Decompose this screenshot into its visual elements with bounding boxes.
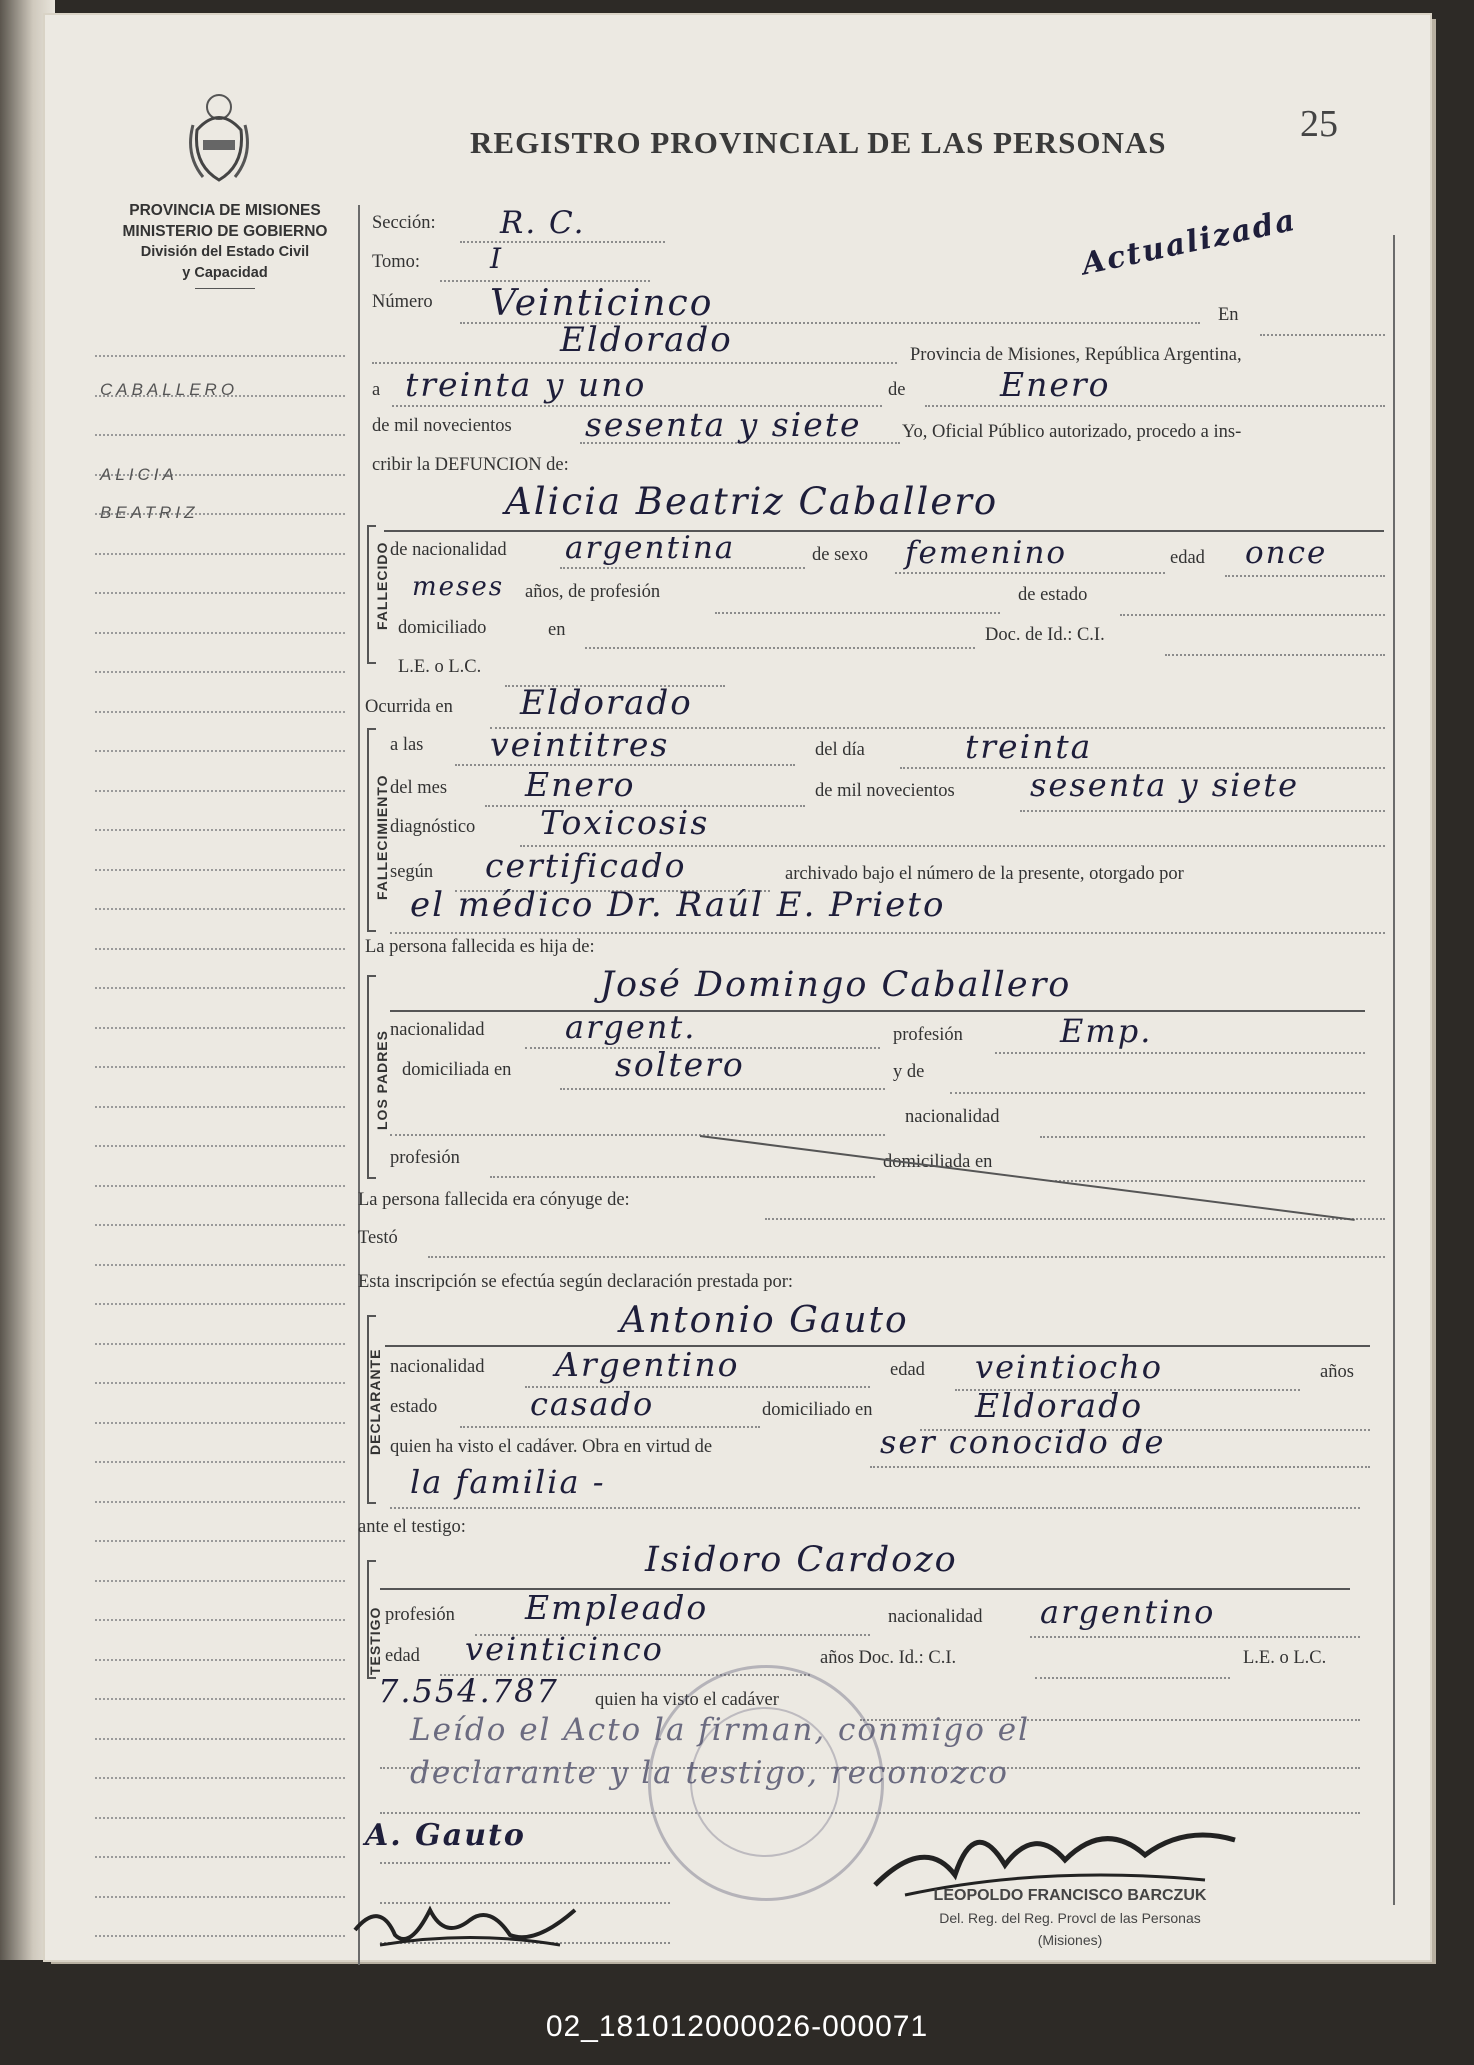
testigo-doc-label: años Doc. Id.: C.I. xyxy=(820,1648,957,1668)
margin-line xyxy=(95,829,345,831)
margin-line xyxy=(95,1738,345,1740)
fallecido-nacionalidad: argentina xyxy=(565,530,736,566)
declarante-anios-label: años xyxy=(1320,1362,1354,1382)
margin-line xyxy=(95,1224,345,1226)
doc-label: Doc. de Id.: C.I. xyxy=(985,625,1105,645)
image-caption: 02_181012000026-000071 xyxy=(545,2010,929,2043)
padre-profesion-line xyxy=(995,1030,1365,1054)
declarante-domiciliado-label: domiciliado en xyxy=(762,1400,873,1420)
conyuge-line xyxy=(765,1196,1385,1220)
testigo-profesion: Empleado xyxy=(525,1588,709,1627)
margin-name-1: ALICIA xyxy=(100,465,178,484)
testigo-visto-label: quien ha visto el cadáver xyxy=(595,1690,779,1710)
madre-profesion-line xyxy=(490,1154,875,1178)
madre-profesion-label: profesión xyxy=(390,1148,460,1168)
margin-name-2: BEATRIZ xyxy=(100,503,199,522)
margin-line xyxy=(95,355,345,357)
padre-estado: soltero xyxy=(615,1045,745,1084)
margin-line xyxy=(95,1501,345,1503)
testo-line xyxy=(428,1234,1385,1258)
fecha-anio-value: sesenta y siete xyxy=(585,405,862,444)
padre-nombre: José Domingo Caballero xyxy=(600,965,1072,1005)
mes-label: del mes xyxy=(390,778,448,798)
margin-rule xyxy=(358,205,360,1965)
anio-label: de mil novecientos xyxy=(372,416,512,436)
nota-line-2: declarante y la testigo, reconozco xyxy=(410,1755,1009,1791)
en-label: En xyxy=(1218,305,1239,325)
margin-line xyxy=(95,711,345,713)
national-crest-icon xyxy=(183,85,255,185)
margin-line xyxy=(95,1856,345,1858)
margin-line xyxy=(95,632,345,634)
testo-label: Testó xyxy=(358,1228,398,1248)
testigo-nacionalidad: argentino xyxy=(1040,1593,1216,1631)
yde-label: y de xyxy=(893,1062,925,1082)
declarante-nacionalidad-label: nacionalidad xyxy=(390,1357,485,1377)
mes-line xyxy=(925,383,1385,407)
oficial-label: Yo, Oficial Público autorizado, procedo a ins- xyxy=(902,422,1242,442)
declarante-firma: A. Gauto xyxy=(365,1818,526,1853)
segun-label: según xyxy=(390,862,434,882)
fecha-dia-value: treinta y uno xyxy=(405,365,647,404)
margin-line xyxy=(95,1106,345,1108)
margin-line xyxy=(95,1817,345,1819)
ministry-line-2: MINISTERIO DE GOBIERNO xyxy=(122,223,328,240)
hija-label: La persona fallecida es hija de: xyxy=(365,937,595,957)
margin-line xyxy=(95,750,345,752)
profesion-line xyxy=(715,590,1000,614)
ministry-line-1: PROVINCIA DE MISIONES xyxy=(129,202,321,219)
margin-line xyxy=(95,790,345,792)
margin-line xyxy=(95,1659,345,1661)
margin-line xyxy=(95,1619,345,1621)
declarante-virtud: ser conocido de xyxy=(880,1423,1166,1461)
testigo-section-label: TESTIGO xyxy=(367,1606,383,1675)
margin-line xyxy=(95,987,345,989)
anio2-label: de mil novecientos xyxy=(815,781,955,801)
declarante-edad-label: edad xyxy=(890,1360,925,1380)
margin-line xyxy=(95,1896,345,1898)
margin-line xyxy=(95,1698,345,1700)
le-label: L.E. o L.C. xyxy=(398,657,482,677)
official-name: LEOPOLDO FRANCISCO BARCZUK xyxy=(933,1887,1207,1904)
margin-line xyxy=(95,553,345,555)
padre-nacionalidad: argent. xyxy=(565,1008,697,1046)
margin-line xyxy=(95,1264,345,1266)
declarante-domicilio: Eldorado xyxy=(975,1386,1144,1425)
testigo-signature-icon xyxy=(350,1890,580,1960)
padre-domiciliada-label: domiciliada en xyxy=(402,1060,512,1080)
medico-value: el médico Dr. Raúl E. Prieto xyxy=(410,885,946,925)
official-block xyxy=(905,1885,1235,1951)
fecha-mes-value: Enero xyxy=(1000,365,1111,404)
inscribir-label: cribir la DEFUNCION de: xyxy=(372,455,569,475)
margin-line xyxy=(95,1027,345,1029)
testigo-nombre: Isidoro Cardozo xyxy=(645,1540,958,1580)
margin-line xyxy=(95,1382,345,1384)
declarante-name-line xyxy=(385,1345,1370,1347)
archivado-label: archivado bajo el número de la presente, otorgado por xyxy=(785,864,1184,884)
margin-line xyxy=(95,1461,345,1463)
madre-nacionalidad-label: nacionalidad xyxy=(905,1107,1000,1127)
padres-section-label: LOS PADRES xyxy=(374,1030,390,1130)
ocurrida-value: Eldorado xyxy=(520,683,693,723)
fallecido-edad-unidad: meses xyxy=(412,572,505,602)
margin-line xyxy=(95,1066,345,1068)
margin-line xyxy=(95,1185,345,1187)
testigo-doc: 7.554.787 xyxy=(378,1672,559,1710)
official-place: (Misiones) xyxy=(1037,1932,1103,1948)
fallecimiento-section-label: FALLECIMIENTO xyxy=(374,774,390,900)
diagnostico-label: diagnóstico xyxy=(390,817,476,837)
seccion-value: R. C. xyxy=(500,205,586,241)
lugar-value: Eldorado xyxy=(560,320,733,360)
declarante-estado: casado xyxy=(530,1385,655,1423)
madre-domicilio-line xyxy=(1050,1158,1365,1182)
padre-name-line xyxy=(390,1010,1365,1012)
margin-line xyxy=(95,869,345,871)
diagnostico-value: Toxicosis xyxy=(540,803,710,842)
margin-line xyxy=(95,1540,345,1542)
domiciliado-label: domiciliado xyxy=(398,618,487,638)
madre-line xyxy=(950,1070,1365,1094)
inscripcion-label: Esta inscripción se efectúa según declaración prestada por: xyxy=(358,1272,794,1292)
nacionalidad-label: de nacionalidad xyxy=(390,540,507,560)
declarante-nacionalidad: Argentino xyxy=(555,1345,740,1384)
margin-line xyxy=(95,671,345,673)
margin-line xyxy=(95,1303,345,1305)
fallecido-nombre: Alicia Beatriz Caballero xyxy=(505,480,999,523)
official-seal-inner xyxy=(690,1707,840,1857)
margin-line xyxy=(95,1343,345,1345)
declarante-nombre: Antonio Gauto xyxy=(620,1300,909,1341)
testigo-edad: veinticinco xyxy=(465,1630,664,1668)
ante-testigo-label: ante el testigo: xyxy=(358,1517,466,1537)
conyuge-label: La persona fallecida era cónyuge de: xyxy=(358,1190,630,1210)
margin-line xyxy=(95,434,345,436)
margin-surname: CABALLERO xyxy=(100,380,239,399)
padre-nacionalidad-label: nacionalidad xyxy=(390,1020,485,1040)
testigo-edad-label: edad xyxy=(385,1646,420,1666)
margin-line xyxy=(95,592,345,594)
seccion-label: Sección: xyxy=(372,213,436,233)
declarante-section-label: DECLARANTE xyxy=(367,1348,383,1455)
estado-label: de estado xyxy=(1018,585,1088,605)
margin-line xyxy=(95,908,345,910)
dia-value: treinta xyxy=(965,727,1093,766)
declarante-virtud2: la familia - xyxy=(410,1463,606,1501)
domicilio-line xyxy=(585,625,975,649)
folio-number: 25 xyxy=(1300,103,1338,145)
mes-value: Enero xyxy=(525,765,636,804)
ocurrida-label: Ocurrida en xyxy=(365,697,453,717)
fallecido-sexo: femenino xyxy=(905,535,1068,571)
anio2-value: sesenta y siete xyxy=(1030,766,1300,804)
provincia-label: Provincia de Misiones, República Argentina, xyxy=(910,345,1242,365)
madre-nacionalidad-line xyxy=(1040,1114,1365,1138)
declarante-edad: veintiocho xyxy=(975,1348,1164,1386)
madre-domiciliada-label: domiciliada en xyxy=(883,1152,993,1172)
numero-value: Veinticinco xyxy=(490,283,714,324)
padre-profesion-label: profesión xyxy=(893,1025,963,1045)
segun-value: certificado xyxy=(485,846,687,885)
margin-line xyxy=(95,1422,345,1424)
fallecido-section-label: FALLECIDO xyxy=(374,541,390,630)
edad-label: edad xyxy=(1170,548,1205,568)
margin-line xyxy=(95,1777,345,1779)
de-label: de xyxy=(888,380,906,400)
right-rule xyxy=(1393,235,1395,1905)
ministry-line-3: División del Estado Civil xyxy=(140,244,310,260)
declarante-visto-label: quien ha visto el cadáver. Obra en virtud de xyxy=(390,1437,713,1457)
doc-line xyxy=(1165,632,1385,656)
estado-line xyxy=(1120,592,1385,616)
hora-value: veintitres xyxy=(490,725,670,764)
fallecido-edad: once xyxy=(1245,535,1328,571)
padre-profesion: Emp. xyxy=(1060,1012,1153,1050)
sexo-label: de sexo xyxy=(812,545,868,565)
page-title: REGISTRO PROVINCIAL DE LAS PERSONAS xyxy=(470,125,1167,160)
margin-line xyxy=(95,948,345,950)
a-label: a xyxy=(372,380,381,400)
madre-name-line xyxy=(390,1112,885,1136)
declarante-estado-label: estado xyxy=(390,1397,438,1417)
hora-label: a las xyxy=(390,735,424,755)
ministry-divider xyxy=(195,288,255,289)
en-line xyxy=(1260,312,1385,336)
ministry-line-4: y Capacidad xyxy=(182,265,268,281)
testigo-profesion-label: profesión xyxy=(385,1605,455,1625)
testigo-doc-line xyxy=(1035,1655,1230,1679)
margin-line xyxy=(95,1145,345,1147)
domiciliado-en-label: en xyxy=(548,620,566,640)
tomo-line xyxy=(440,258,650,282)
nota-line-1: Leído el Acto la firman, conmigo el xyxy=(410,1712,1030,1748)
margin-line xyxy=(95,1580,345,1582)
numero-label: Número xyxy=(372,292,433,312)
tomo-label: Tomo: xyxy=(372,252,421,272)
fallecido-name-line xyxy=(384,530,1384,532)
testigo-le-label: L.E. o L.C. xyxy=(1243,1648,1327,1668)
anios-profesion-label: años, de profesión xyxy=(525,582,661,602)
ministry-header xyxy=(90,200,360,293)
tomo-value: I xyxy=(490,242,504,275)
margin-line xyxy=(95,1935,345,1937)
official-title: Del. Reg. del Reg. Provcl de las Personas xyxy=(939,1910,1201,1926)
dia-label: del día xyxy=(815,740,865,760)
testigo-nacionalidad-label: nacionalidad xyxy=(888,1607,983,1627)
annotation-stamp: Actualizada xyxy=(1078,202,1300,283)
